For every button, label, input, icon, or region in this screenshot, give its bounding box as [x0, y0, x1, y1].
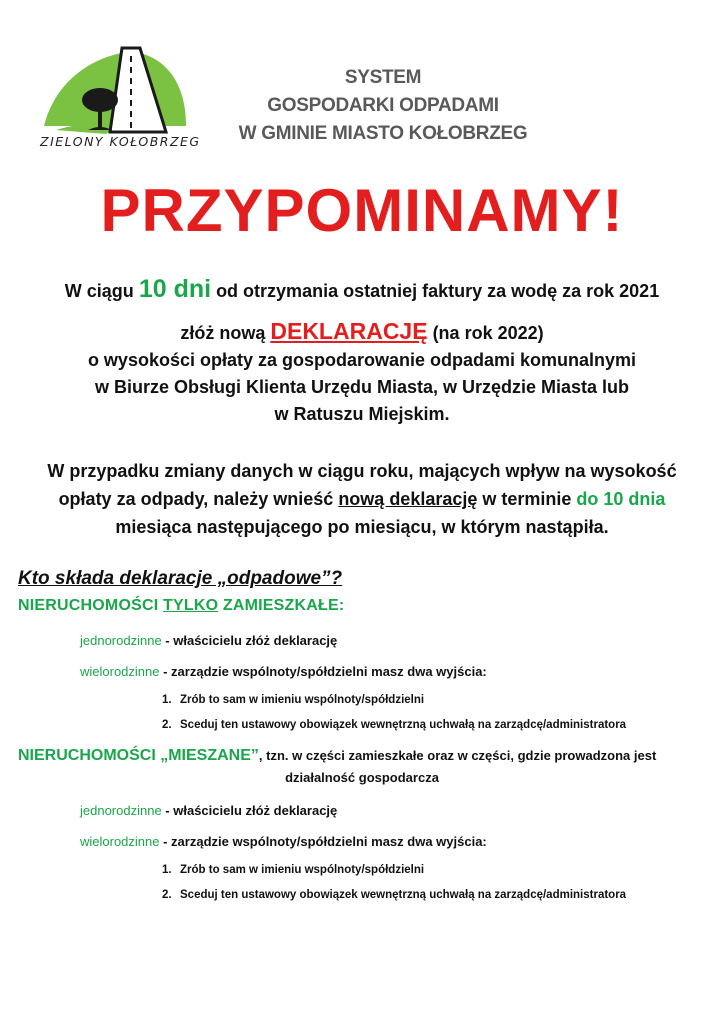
section1-title	[18, 597, 344, 615]
row-text: - właścicielu złóż deklarację	[161, 633, 338, 648]
section2-row-multi-family	[80, 834, 487, 849]
section1-list-item	[162, 719, 626, 731]
section1-list-item	[162, 694, 424, 706]
list-number: 2.	[162, 889, 172, 901]
intro-text: od otrzymania ostatniej faktury za wodę za rok 2021	[211, 281, 660, 301]
intro-line-2	[0, 318, 724, 346]
section2-title-head: NIERUCHOMOŚCI „MIESZANE”	[18, 747, 259, 764]
change-text: w terminie	[477, 489, 577, 509]
intro-line-4: w Biurze Obsługi Klienta Urzędu Miasta, w Urzędzie Miasta lub	[94, 377, 630, 397]
change-line-2	[0, 486, 724, 512]
row-text: - zarządzie wspólnoty/spółdzielni masz dwa wyjścia:	[159, 834, 487, 849]
section2-title-text: , tzn. w części zamieszkałe oraz w części, gdzie prowadzona jest	[258, 748, 657, 763]
section2-title-continuation: działalność gospodarcza	[285, 770, 439, 785]
deadline-highlight: do 10 dnia	[576, 489, 666, 509]
headline: PRZYPOMINAMY!	[100, 177, 624, 244]
row-label: wielorodzinne	[80, 834, 160, 849]
ten-days-highlight: 10 dni	[138, 275, 212, 303]
section1-title-text: NIERUCHOMOŚCI	[18, 597, 164, 614]
system-title	[218, 64, 548, 148]
question-title: Kto składa deklaracje „odpadowe”?	[18, 568, 343, 589]
change-line-3: miesiąca następującego po miesiącu, w którym nastąpiła.	[115, 517, 609, 537]
intro-line-1	[0, 276, 724, 304]
row-label: wielorodzinne	[80, 664, 160, 679]
list-text: Sceduj ten ustawowy obowiązek wewnętrzną uchwałą na zarządcę/administratora	[180, 719, 627, 731]
intro-line-3: o wysokości opłaty za gospodarowanie odpadami komunalnymi	[87, 350, 637, 370]
intro-text: złóż nową	[180, 323, 271, 343]
section1-row-multi-family	[80, 664, 487, 679]
logo-caption: ZIELONY KOŁOBRZEG	[40, 134, 201, 149]
intro-line-5: w Ratuszu Miejskim.	[274, 404, 450, 424]
section2-title	[18, 747, 712, 765]
section1-title-text: ZAMIESZKAŁE:	[218, 597, 345, 614]
row-label: jednorodzinne	[80, 803, 162, 818]
section1-only-underlined: TYLKO	[163, 597, 219, 614]
list-number: 1.	[162, 864, 172, 876]
row-text: - właścicielu złóż deklarację	[161, 803, 338, 818]
row-text: - zarządzie wspólnoty/spółdzielni masz dwa wyjścia:	[159, 664, 487, 679]
section1-row-single-family	[80, 633, 337, 648]
list-number: 1.	[162, 694, 172, 706]
new-declaration-underlined: nową deklarację	[338, 489, 478, 509]
row-label: jednorodzinne	[80, 633, 162, 648]
system-title-line1: SYSTEM	[344, 67, 422, 88]
list-text: Sceduj ten ustawowy obowiązek wewnętrzną uchwałą na zarządcę/administratora	[180, 889, 627, 901]
declaration-highlight: DEKLARACJĘ	[270, 318, 428, 344]
section2-list-item	[162, 864, 424, 876]
system-title-line3: W GMINIE MIASTO KOŁOBRZEG	[238, 123, 528, 144]
section2-list-item	[162, 889, 626, 901]
list-text: Zrób to sam w imieniu wspólnoty/spółdzielni	[180, 694, 425, 706]
section2-row-single-family	[80, 803, 337, 818]
change-line-1: W przypadku zmiany danych w ciągu roku, mających wpływ na wysokość	[47, 461, 677, 481]
list-text: Zrób to sam w imieniu wspólnoty/spółdzielni	[180, 864, 425, 876]
change-text: opłaty za odpady, należy wnieść	[58, 489, 339, 509]
system-title-line2: GOSPODARKI ODPADAMI	[267, 95, 499, 116]
intro-text: (na rok 2022)	[427, 323, 544, 343]
intro-text: W ciągu	[64, 281, 139, 301]
list-number: 2.	[162, 719, 172, 731]
